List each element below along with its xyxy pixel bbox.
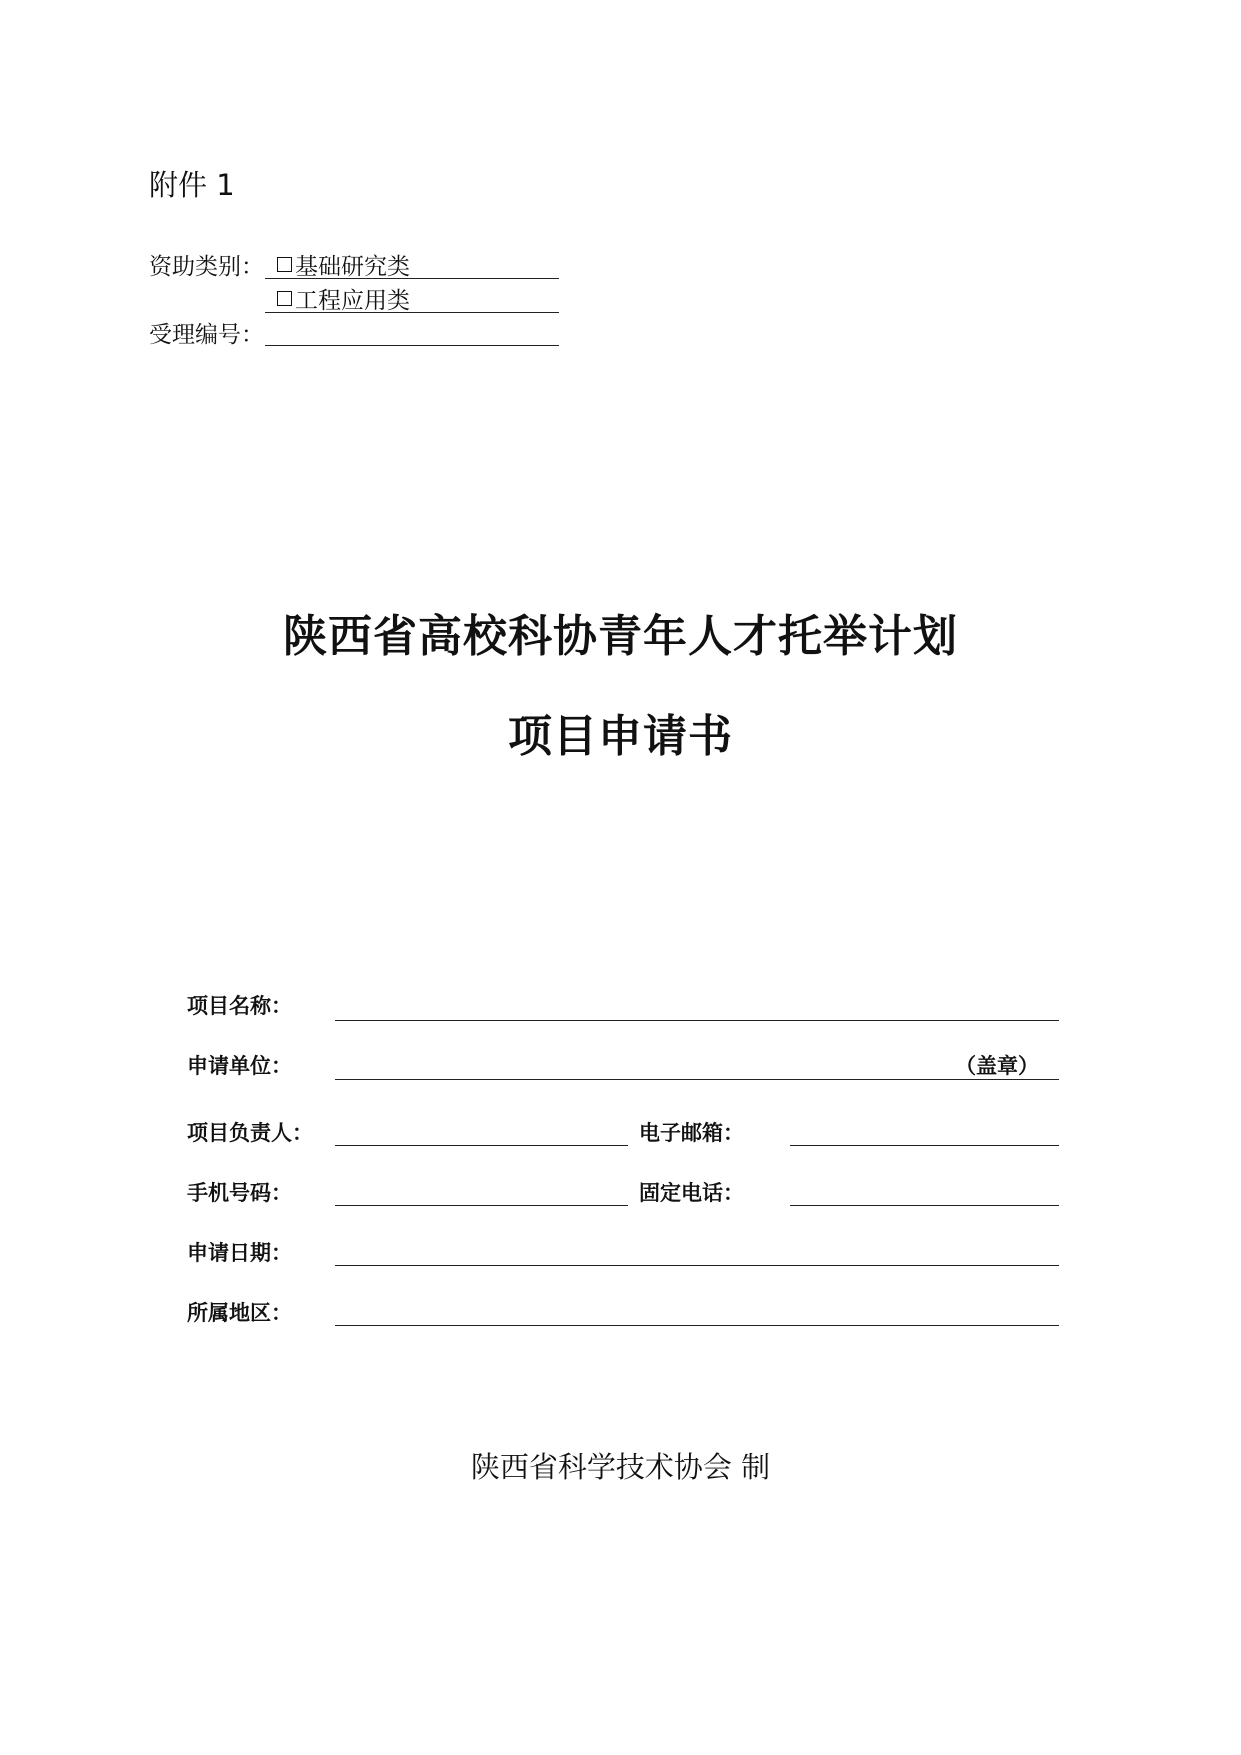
- email-field[interactable]: [790, 1145, 1059, 1146]
- acceptance-number-label: 受理编号：: [149, 322, 264, 348]
- option-engineering-application[interactable]: [277, 282, 410, 315]
- document-title-line-1: 陕西省高校科协青年人才托举计划: [283, 611, 958, 662]
- document-title-line-2: 项目申请书: [508, 711, 733, 762]
- application-date-label: 申请日期：: [187, 1241, 292, 1265]
- project-leader-field[interactable]: [335, 1145, 628, 1146]
- region-label: 所属地区：: [187, 1301, 292, 1325]
- acceptance-number-field[interactable]: [265, 345, 559, 346]
- email-label: 电子邮箱：: [639, 1121, 744, 1145]
- issuer-footer: 陕西省科学技术协会 制: [470, 1450, 771, 1484]
- funding-category-label: 资助类别：: [149, 254, 264, 280]
- engineering-application-label: 工程应用类: [295, 288, 410, 314]
- funding-category-line-2: [265, 312, 559, 313]
- mobile-field[interactable]: [335, 1205, 628, 1206]
- basic-research-label: 基础研究类: [295, 254, 410, 280]
- project-leader-label: 项目负责人：: [187, 1121, 313, 1145]
- basic-research-checkbox[interactable]: [277, 257, 292, 272]
- funding-category-line-1: [265, 278, 559, 279]
- landline-label: 固定电话：: [639, 1181, 744, 1205]
- attachment-label: 附件 1: [149, 168, 235, 202]
- project-name-label: 项目名称：: [187, 994, 292, 1018]
- project-name-field[interactable]: [335, 1020, 1059, 1021]
- seal-label: （盖章）: [955, 1054, 1039, 1078]
- mobile-label: 手机号码：: [187, 1181, 292, 1205]
- engineering-application-checkbox[interactable]: [277, 291, 292, 306]
- applicant-unit-label: 申请单位：: [187, 1054, 292, 1078]
- landline-field[interactable]: [790, 1205, 1059, 1206]
- applicant-unit-field[interactable]: [335, 1079, 1059, 1080]
- application-date-field[interactable]: [335, 1265, 1059, 1266]
- region-field[interactable]: [335, 1325, 1059, 1326]
- option-basic-research[interactable]: [277, 248, 410, 281]
